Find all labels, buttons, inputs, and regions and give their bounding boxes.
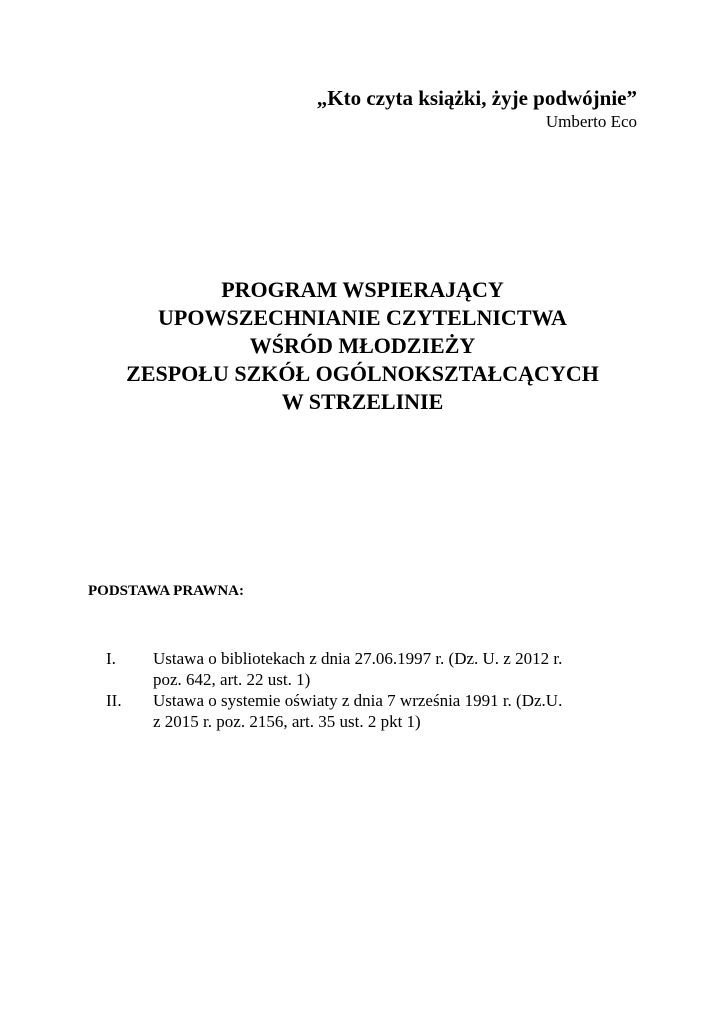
list-item-text-line: Ustawa o bibliotekach z dnia 27.06.1997 r. (Dz. U. z 2012 r. (153, 649, 563, 668)
motto-quote: „Kto czyta książki, żyje podwójnie” (316, 86, 637, 110)
list-item-number: I. (106, 649, 116, 668)
title-line: UPOWSZECHNIANIE CZYTELNICTWA (158, 305, 567, 330)
list-item-text-line: Ustawa o systemie oświaty z dnia 7 września 1991 r. (Dz.U. (153, 691, 563, 710)
title-line: ZESPOŁU SZKÓŁ OGÓLNOKSZTAŁCĄCYCH (126, 361, 599, 386)
list-item (100, 648, 640, 690)
title-line: W STRZELINIE (281, 389, 444, 414)
legal-basis-heading: PODSTAWA PRAWNA: (88, 583, 244, 599)
list-item-number: II. (106, 691, 122, 710)
document-title (0, 276, 725, 416)
title-line: PROGRAM WSPIERAJĄCY (221, 277, 504, 302)
motto (317, 86, 637, 133)
legal-basis-list (100, 648, 640, 732)
list-item (100, 690, 640, 732)
list-item-text-line: z 2015 r. poz. 2156, art. 35 ust. 2 pkt 1) (153, 712, 421, 731)
motto-author: Umberto Eco (545, 112, 637, 131)
title-line: WŚRÓD MŁODZIEŻY (249, 333, 476, 358)
list-item-text-line: poz. 642, art. 22 ust. 1) (153, 670, 311, 689)
